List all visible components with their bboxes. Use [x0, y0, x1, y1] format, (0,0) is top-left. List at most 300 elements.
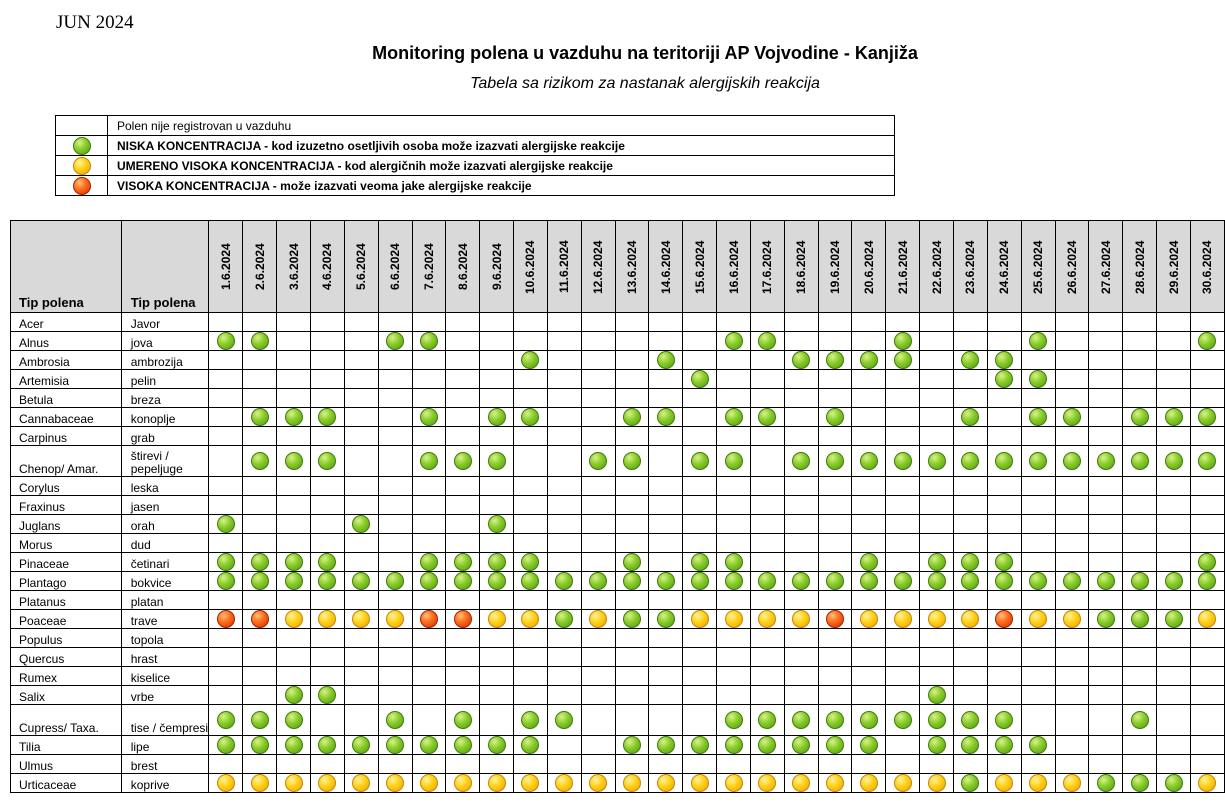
date-label: 24.6.2024 [997, 239, 1012, 294]
day-cell [818, 705, 852, 736]
day-cell [412, 427, 446, 446]
day-cell [818, 332, 852, 351]
day-cell [480, 705, 514, 736]
date-label: 12.6.2024 [591, 239, 606, 294]
day-cell [378, 686, 412, 705]
level-green-icon [894, 452, 912, 470]
day-cell [852, 534, 886, 553]
header-latin: Tip polena [11, 221, 122, 313]
day-cell [1123, 389, 1157, 408]
day-cell [547, 629, 581, 648]
pollen-local-name: trave [121, 610, 209, 629]
day-cell [615, 351, 649, 370]
day-cell [514, 648, 548, 667]
day-cell [1190, 446, 1224, 477]
level-yellow-icon [894, 774, 912, 792]
date-header [615, 221, 649, 313]
day-cell [784, 553, 818, 572]
day-cell [243, 755, 277, 774]
day-cell [446, 629, 480, 648]
day-cell [920, 408, 954, 427]
day-cell [852, 515, 886, 534]
level-green-icon [1165, 452, 1183, 470]
day-cell [886, 774, 920, 793]
legend-icon-cell [56, 176, 108, 196]
day-cell [480, 427, 514, 446]
day-cell [547, 736, 581, 755]
day-cell [1021, 370, 1055, 389]
table-row [11, 667, 1225, 686]
pollen-latin-name: Fraxinus [11, 496, 122, 515]
day-cell [480, 351, 514, 370]
day-cell [344, 629, 378, 648]
level-green-icon [725, 736, 743, 754]
level-green-icon [521, 553, 539, 571]
pollen-local-name: Javor [121, 313, 209, 332]
day-cell [987, 534, 1021, 553]
day-cell [412, 736, 446, 755]
day-cell [1055, 755, 1089, 774]
day-cell [852, 610, 886, 629]
day-cell [615, 591, 649, 610]
date-label: 2.6.2024 [252, 243, 267, 290]
level-green-icon [488, 408, 506, 426]
day-cell [649, 427, 683, 446]
day-cell [344, 686, 378, 705]
day-cell [649, 351, 683, 370]
day-cell [277, 610, 311, 629]
level-green-icon [1097, 572, 1115, 590]
day-cell [920, 313, 954, 332]
day-cell [277, 755, 311, 774]
day-cell [1021, 736, 1055, 755]
level-red-icon [251, 610, 269, 628]
day-cell [547, 572, 581, 591]
day-cell [784, 629, 818, 648]
day-cell [987, 553, 1021, 572]
level-green-icon [420, 452, 438, 470]
day-cell [547, 427, 581, 446]
day-cell [886, 648, 920, 667]
day-cell [1190, 496, 1224, 515]
level-green-icon [73, 137, 91, 155]
day-cell [987, 408, 1021, 427]
day-cell [1089, 370, 1123, 389]
day-cell [581, 446, 615, 477]
day-cell [514, 755, 548, 774]
day-cell [649, 313, 683, 332]
pollen-latin-name: Juglans [11, 515, 122, 534]
day-cell [243, 313, 277, 332]
pollen-local-name: konoplje [121, 408, 209, 427]
day-cell [581, 591, 615, 610]
day-cell [920, 774, 954, 793]
level-green-icon [555, 572, 573, 590]
pollen-latin-name: Populus [11, 629, 122, 648]
table-row [11, 389, 1225, 408]
day-cell [209, 332, 243, 351]
day-cell [954, 572, 988, 591]
day-cell [852, 629, 886, 648]
day-cell [547, 515, 581, 534]
day-cell [615, 427, 649, 446]
date-label: 23.6.2024 [963, 239, 978, 294]
day-cell [344, 313, 378, 332]
day-cell [277, 534, 311, 553]
day-cell [378, 389, 412, 408]
level-green-icon [860, 351, 878, 369]
day-cell [581, 427, 615, 446]
day-cell [446, 705, 480, 736]
pollen-latin-name: Poaceae [11, 610, 122, 629]
level-yellow-icon [521, 774, 539, 792]
day-cell [1157, 774, 1191, 793]
day-cell [277, 572, 311, 591]
level-yellow-icon [995, 774, 1013, 792]
day-cell [784, 389, 818, 408]
level-green-icon [352, 515, 370, 533]
day-cell [886, 332, 920, 351]
level-yellow-icon [1063, 610, 1081, 628]
day-cell [649, 534, 683, 553]
table-row [11, 774, 1225, 793]
day-cell [818, 389, 852, 408]
day-cell [310, 313, 344, 332]
day-cell [920, 629, 954, 648]
level-green-icon [285, 408, 303, 426]
day-cell [920, 534, 954, 553]
pollen-latin-name: Acer [11, 313, 122, 332]
day-cell [243, 572, 277, 591]
day-cell [581, 553, 615, 572]
level-yellow-icon [318, 610, 336, 628]
pollen-local-name: kiselice [121, 667, 209, 686]
day-cell [784, 705, 818, 736]
day-cell [1123, 515, 1157, 534]
day-cell [784, 370, 818, 389]
level-green-icon [826, 408, 844, 426]
day-cell [649, 446, 683, 477]
date-label: 25.6.2024 [1031, 239, 1046, 294]
day-cell [784, 648, 818, 667]
day-cell [446, 389, 480, 408]
day-cell [1157, 736, 1191, 755]
day-cell [1123, 477, 1157, 496]
day-cell [886, 408, 920, 427]
day-cell [547, 591, 581, 610]
day-cell [412, 755, 446, 774]
level-yellow-icon [894, 610, 912, 628]
day-cell [446, 370, 480, 389]
day-cell [480, 591, 514, 610]
day-cell [243, 686, 277, 705]
day-cell [649, 332, 683, 351]
level-yellow-icon [758, 774, 776, 792]
day-cell [1157, 755, 1191, 774]
day-cell [954, 629, 988, 648]
level-green-icon [454, 711, 472, 729]
level-green-icon [1165, 572, 1183, 590]
day-cell [1055, 427, 1089, 446]
level-yellow-icon [386, 774, 404, 792]
day-cell [920, 610, 954, 629]
day-cell [683, 667, 717, 686]
day-cell [514, 736, 548, 755]
day-cell [818, 591, 852, 610]
day-cell [547, 610, 581, 629]
day-cell [1021, 515, 1055, 534]
day-cell [209, 351, 243, 370]
level-yellow-icon [454, 774, 472, 792]
day-cell [1055, 686, 1089, 705]
day-cell [446, 755, 480, 774]
level-yellow-icon [792, 774, 810, 792]
day-cell [344, 408, 378, 427]
level-green-icon [691, 452, 709, 470]
day-cell [547, 477, 581, 496]
level-green-icon [251, 711, 269, 729]
day-cell [243, 408, 277, 427]
level-green-icon [251, 408, 269, 426]
legend-text: VISOKA KONCENTRACIJA - može izazvati veoma jake alergijske reakcije [108, 176, 895, 196]
level-green-icon [589, 452, 607, 470]
day-cell [1089, 515, 1123, 534]
level-green-icon [420, 332, 438, 350]
date-header [954, 221, 988, 313]
day-cell [277, 446, 311, 477]
level-green-icon [792, 351, 810, 369]
day-cell [615, 610, 649, 629]
day-cell [954, 553, 988, 572]
level-green-icon [725, 572, 743, 590]
day-cell [886, 667, 920, 686]
day-cell [954, 667, 988, 686]
day-cell [1157, 477, 1191, 496]
day-cell [378, 705, 412, 736]
level-green-icon [623, 452, 641, 470]
day-cell [243, 515, 277, 534]
day-cell [480, 496, 514, 515]
date-header [987, 221, 1021, 313]
day-cell [1123, 610, 1157, 629]
table-row [11, 446, 1225, 477]
day-cell [412, 389, 446, 408]
level-green-icon [454, 452, 472, 470]
day-cell [818, 774, 852, 793]
day-cell [1055, 553, 1089, 572]
level-green-icon [691, 370, 709, 388]
day-cell [683, 591, 717, 610]
date-header [920, 221, 954, 313]
level-green-icon [826, 736, 844, 754]
day-cell [954, 351, 988, 370]
level-green-icon [860, 572, 878, 590]
day-cell [615, 496, 649, 515]
day-cell [683, 736, 717, 755]
day-cell [649, 610, 683, 629]
level-green-icon [420, 736, 438, 754]
day-cell [209, 553, 243, 572]
day-cell [412, 572, 446, 591]
day-cell [480, 572, 514, 591]
date-label: 22.6.2024 [929, 239, 944, 294]
pollen-local-name: topola [121, 629, 209, 648]
day-cell [615, 332, 649, 351]
level-green-icon [217, 332, 235, 350]
day-cell [683, 755, 717, 774]
day-cell [818, 629, 852, 648]
day-cell [547, 774, 581, 793]
day-cell [547, 313, 581, 332]
date-header [480, 221, 514, 313]
level-green-icon [792, 452, 810, 470]
day-cell [1190, 332, 1224, 351]
day-cell [920, 736, 954, 755]
day-cell [209, 496, 243, 515]
day-cell [750, 686, 784, 705]
day-cell [378, 553, 412, 572]
day-cell [649, 515, 683, 534]
day-cell [344, 534, 378, 553]
day-cell [310, 553, 344, 572]
level-yellow-icon [521, 610, 539, 628]
day-cell [277, 705, 311, 736]
day-cell [1123, 774, 1157, 793]
day-cell [378, 408, 412, 427]
day-cell [818, 496, 852, 515]
day-cell [954, 705, 988, 736]
day-cell [378, 667, 412, 686]
legend-icon-cell [56, 116, 108, 136]
level-green-icon [318, 452, 336, 470]
level-green-icon [725, 408, 743, 426]
level-green-icon [420, 408, 438, 426]
page-subtitle: Tabela sa rizikom za nastanak alergijskih reakcija [470, 75, 820, 92]
day-cell [1055, 667, 1089, 686]
date-header [750, 221, 784, 313]
day-cell [243, 389, 277, 408]
day-cell [784, 736, 818, 755]
day-cell [378, 496, 412, 515]
level-green-icon [1198, 332, 1216, 350]
level-yellow-icon [386, 610, 404, 628]
day-cell [1021, 446, 1055, 477]
date-header [1021, 221, 1055, 313]
day-cell [1089, 736, 1123, 755]
day-cell [852, 332, 886, 351]
pollen-latin-name: Alnus [11, 332, 122, 351]
level-green-icon [521, 408, 539, 426]
table-row [11, 591, 1225, 610]
day-cell [920, 553, 954, 572]
day-cell [277, 629, 311, 648]
day-cell [1157, 705, 1191, 736]
level-green-icon [928, 452, 946, 470]
date-label: 9.6.2024 [489, 243, 504, 290]
day-cell [615, 629, 649, 648]
day-cell [1123, 332, 1157, 351]
day-cell [954, 496, 988, 515]
day-cell [717, 389, 751, 408]
day-cell [954, 332, 988, 351]
day-cell [1021, 553, 1055, 572]
day-cell [1089, 313, 1123, 332]
date-label: 10.6.2024 [523, 239, 538, 294]
day-cell [987, 496, 1021, 515]
day-cell [344, 446, 378, 477]
day-cell [1021, 705, 1055, 736]
day-cell [1123, 686, 1157, 705]
level-yellow-icon [691, 774, 709, 792]
pollen-local-name: brest [121, 755, 209, 774]
day-cell [514, 389, 548, 408]
table-row [11, 648, 1225, 667]
level-green-icon [928, 736, 946, 754]
day-cell [954, 370, 988, 389]
day-cell [1021, 427, 1055, 446]
day-cell [480, 629, 514, 648]
level-green-icon [1131, 774, 1149, 792]
level-green-icon [521, 711, 539, 729]
day-cell [1089, 755, 1123, 774]
day-cell [750, 736, 784, 755]
day-cell [818, 446, 852, 477]
date-label: 21.6.2024 [895, 239, 910, 294]
day-cell [1190, 427, 1224, 446]
header-local: Tip polena [121, 221, 209, 313]
level-green-icon [657, 408, 675, 426]
day-cell [886, 610, 920, 629]
pollen-local-name: tise / čempresi [121, 705, 209, 736]
day-cell [480, 648, 514, 667]
day-cell [717, 408, 751, 427]
day-cell [649, 553, 683, 572]
day-cell [649, 496, 683, 515]
level-green-icon [217, 515, 235, 533]
day-cell [310, 686, 344, 705]
day-cell [717, 667, 751, 686]
day-cell [310, 496, 344, 515]
day-cell [615, 534, 649, 553]
day-cell [886, 477, 920, 496]
day-cell [514, 591, 548, 610]
day-cell [784, 496, 818, 515]
day-cell [446, 313, 480, 332]
date-header [683, 221, 717, 313]
day-cell [344, 389, 378, 408]
day-cell [446, 408, 480, 427]
day-cell [1157, 408, 1191, 427]
level-yellow-icon [1198, 774, 1216, 792]
level-yellow-icon [826, 774, 844, 792]
day-cell [209, 370, 243, 389]
level-green-icon [1063, 452, 1081, 470]
day-cell [649, 370, 683, 389]
day-cell [378, 648, 412, 667]
day-cell [581, 610, 615, 629]
level-green-icon [894, 711, 912, 729]
day-cell [446, 591, 480, 610]
day-cell [581, 515, 615, 534]
level-yellow-icon [1198, 610, 1216, 628]
day-cell [1123, 553, 1157, 572]
day-cell [1123, 408, 1157, 427]
day-cell [784, 515, 818, 534]
day-cell [378, 370, 412, 389]
day-cell [514, 446, 548, 477]
level-green-icon [386, 572, 404, 590]
day-cell [514, 705, 548, 736]
